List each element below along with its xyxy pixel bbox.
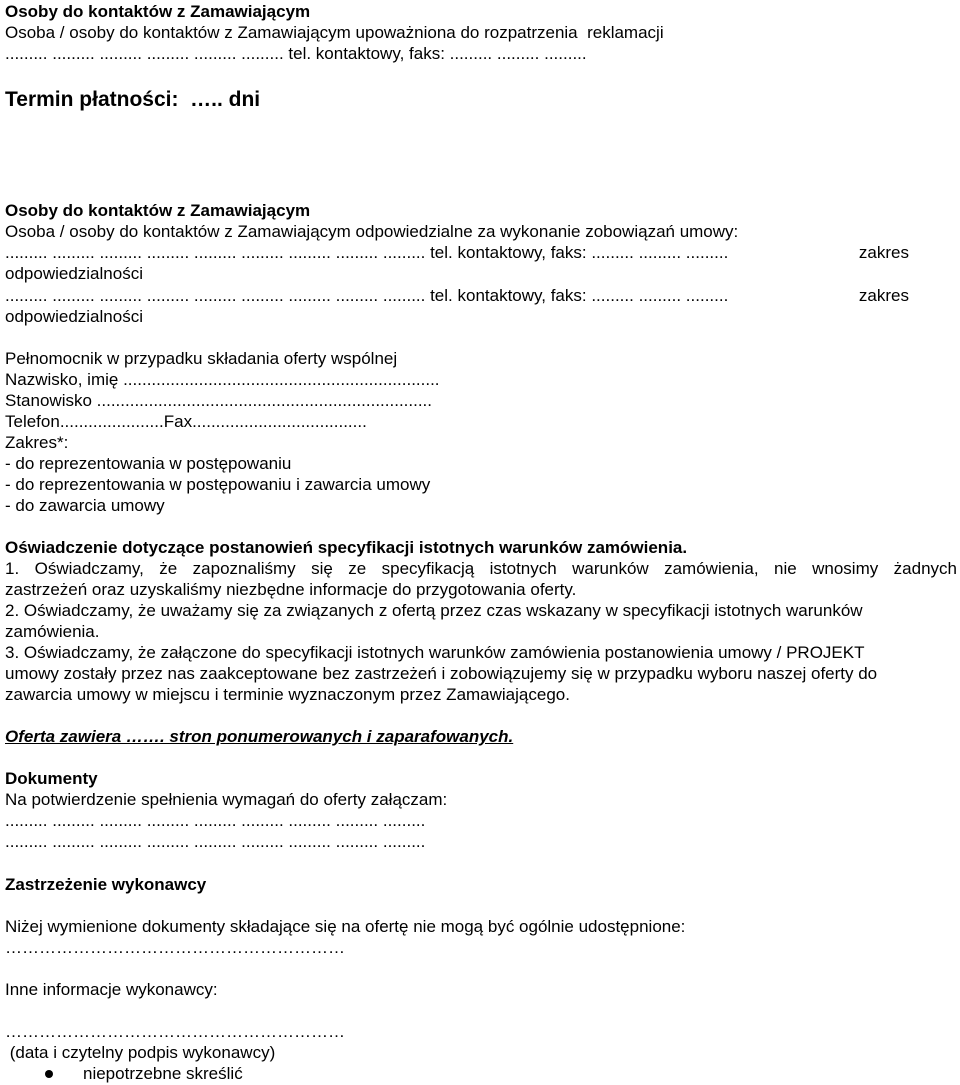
- other-info-label: Inne informacje wykonawcy:: [5, 980, 218, 999]
- contact2-row2: [5, 285, 909, 306]
- contact2-row2-cont: odpowiedzialności: [5, 307, 143, 326]
- reservation-heading: Zastrzeżenie wykonawcy: [5, 875, 207, 894]
- declaration-p3b: umowy zostały przez nas zaakceptowane bez zastrzeżeń i zobowiązujemy się w przypadku wyboru naszej oferty do: [5, 664, 878, 683]
- declaration-p2a: 2. Oświadczamy, że uważamy się za związanych z ofertą przez czas wskazany w specyfikacji istotnych warunków: [5, 601, 863, 620]
- payment-term: Termin płatności: ….. dni: [5, 88, 261, 111]
- documents-line1: Na potwierdzenie spełnienia wymagań do oferty załączam:: [5, 790, 448, 809]
- declaration-p1b: zastrzeżeń oraz uzyskaliśmy niezbędne informacje do przygotowania oferty.: [5, 580, 577, 599]
- offer-pages-note: Oferta zawiera ……. stron ponumerowanych i zaparafowanych.: [5, 727, 514, 746]
- contact2-heading: Osoby do kontaktów z Zamawiającym: [5, 201, 311, 220]
- contact2-row1-right: zakres: [858, 243, 909, 262]
- footnote-text: niepotrzebne skreślić: [83, 1064, 243, 1083]
- proxy-position: Stanowisko .......................................................................: [5, 391, 433, 410]
- contact1-line2: ......... ......... ......... ......... ......... ......... tel. kontaktowy, faks: ......... ......... .........: [5, 44, 587, 63]
- contact2-row1-left: ......... ......... ......... ......... ......... ......... ......... ......... ......... tel. kontaktowy, faks: ......... ......... .........: [5, 243, 729, 262]
- reservation-dots: ……………………………………………………: [5, 938, 345, 957]
- proxy-name: Nazwisko, imię ...................................................................: [5, 370, 440, 389]
- declaration-p1a: 1. Oświadczamy, że zapoznaliśmy się ze specyfikacją istotnych warunków zamówienia, nie wnosimy żadnych: [5, 559, 957, 578]
- footnote: [5, 1063, 243, 1084]
- documents-dots-1: ......... ......... ......... ......... ......... ......... ......... ......... .........: [5, 811, 426, 830]
- signature-caption: (data i czytelny podpis wykonawcy): [5, 1043, 276, 1062]
- proxy-phone: Telefon......................Fax.....................................: [5, 412, 367, 431]
- declaration-p2b: zamówienia.: [5, 622, 100, 641]
- declaration-heading: Oświadczenie dotyczące postanowień specyfikacji istotnych warunków zamówienia.: [5, 538, 688, 557]
- documents-dots-2: ......... ......... ......... ......... ......... ......... ......... ......... .........: [5, 832, 426, 851]
- documents-heading: Dokumenty: [5, 769, 98, 788]
- bullet-icon: [45, 1070, 53, 1078]
- declaration-p3c: zawarcia umowy w miejscu i terminie wyznaczonym przez Zamawiającego.: [5, 685, 570, 704]
- proxy-heading: Pełnomocnik w przypadku składania oferty wspólnej: [5, 349, 398, 368]
- proxy-option-1: - do reprezentowania w postępowaniu: [5, 454, 292, 473]
- proxy-scope: Zakres*:: [5, 433, 69, 452]
- contact2-row1-cont: odpowiedzialności: [5, 264, 143, 283]
- proxy-option-2: - do reprezentowania w postępowaniu i zawarcia umowy: [5, 475, 431, 494]
- contact1-heading: Osoby do kontaktów z Zamawiającym: [5, 2, 311, 21]
- contact2-row2-left: ......... ......... ......... ......... ......... ......... ......... ......... ......... tel. kontaktowy, faks: ......... ......... .........: [5, 286, 729, 305]
- contact2-line1: Osoba / osoby do kontaktów z Zamawiającym odpowiedzialne za wykonanie zobowiązań umowy:: [5, 222, 739, 241]
- other-info-dots: ……………………………………………………: [5, 1022, 345, 1041]
- contact1-line1: Osoba / osoby do kontaktów z Zamawiającym upoważniona do rozpatrzenia reklamacji: [5, 23, 664, 42]
- contact2-row1: [5, 242, 909, 263]
- declaration-p3a: 3. Oświadczamy, że załączone do specyfikacji istotnych warunków zamówienia postanowienia umowy / PROJEKT: [5, 643, 865, 662]
- proxy-option-3: - do zawarcia umowy: [5, 496, 165, 515]
- reservation-line1: Niżej wymienione dokumenty składające się na ofertę nie mogą być ogólnie udostępnione:: [5, 917, 686, 936]
- contact2-row2-right: zakres: [858, 286, 909, 305]
